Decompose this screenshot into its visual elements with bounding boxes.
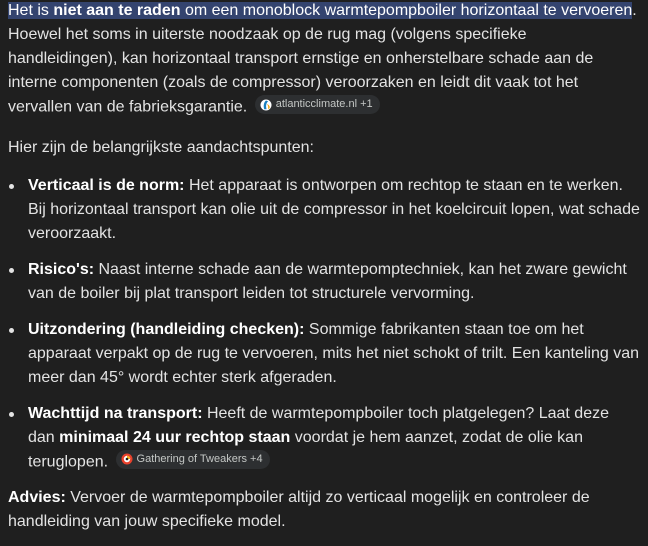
source-chip-label: atlanticclimate.nl +1 — [275, 98, 373, 110]
highlight-pre: Het is — [8, 2, 54, 19]
source-chip-tweakers[interactable] — [116, 450, 270, 469]
list-item-bold: minimaal 24 uur rechtop staan — [59, 428, 291, 446]
list-item-title: Uitzondering (handleiding checken): — [28, 320, 305, 338]
list-intro: Hier zijn de belangrijkste aandachtspunten: — [8, 138, 314, 156]
advice-text: Vervoer de warmtepompboiler altijd zo verticaal mogelijk en controleer de handleiding van jouw specifieke model. — [8, 489, 590, 530]
list-item-text: Het apparaat is ontworpen om rechtop te staan en te werken. Bij horizontaal transport kan olie uit de compressor in het koelcircuit lopen, wat schade veroorzaakt. — [28, 176, 640, 242]
list-item — [28, 174, 640, 246]
highlight-post: om een monoblock warmtepompboiler horizontaal te vervoeren — [180, 2, 633, 19]
source-chip-atlanticclimate[interactable] — [255, 95, 380, 114]
advice-label: Advies: — [8, 489, 66, 506]
intro-rest: . Hoewel het soms in uiterste noodzaak op de rug mag (volgens specifieke handleidingen), kan horizontaal transport ernstige en onherstelbare schade aan de interne componenten (zoals de compressor) veroorzaken en leidt dit vaak tot het vervallen van de fabrieksgarantie. — [8, 2, 637, 116]
list-item — [28, 402, 640, 475]
intro-paragraph — [8, 0, 640, 120]
atlanticclimate-favicon-icon — [260, 99, 272, 111]
source-chip-label: Gathering of Tweakers +4 — [136, 452, 263, 465]
list-item-title: Risico's: — [28, 260, 95, 278]
tweakers-favicon-icon — [121, 453, 133, 465]
list-item — [28, 318, 640, 390]
highlighted-sentence — [8, 2, 632, 19]
list-item-text: voordat je hem aanzet, zodat de olie kan teruglopen. — [28, 428, 583, 470]
list-item-title: Wachttijd na transport: — [28, 404, 203, 422]
list-item-text: Sommige fabrikanten staan toe om het apparaat verpakt op de rug te vervoeren, mits het niet schokt of trilt. Een kanteling van meer dan 45° wordt echter sterk afgeraden. — [28, 320, 640, 386]
highlight-bold: niet aan te raden — [53, 2, 181, 19]
list-item-text: Heeft de warmtepompboiler toch platgelegen? Laat deze dan — [28, 404, 609, 446]
points-list — [8, 174, 640, 475]
advice-paragraph — [8, 486, 640, 534]
list-item — [28, 258, 640, 306]
list-item-text: Naast interne schade aan de warmtepomptechniek, kan het zware gewicht van de boiler bij plat transport leiden tot structurele vervorming. — [28, 260, 627, 302]
list-item-title: Verticaal is de norm: — [28, 176, 185, 194]
